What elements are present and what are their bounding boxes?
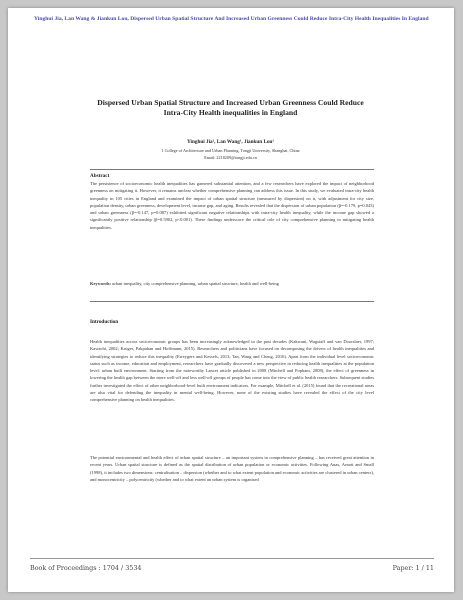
introduction-paragraph-1: Health inequalities across socioeconomic groups has been increasingly acknowledged in the past decades (Kakwani, Wagstaff and van Doorslaer, 1997; Kawachi, 2002; Krüger, Pakpahan and Hoffmann, 2015). Researchers and politicians have focused on decomposing the drivers of health inequalities and identifying strategies to reduce this inequality (Erreygers and Kessels, 2013; Tan, Wang and Cheng, 2016). Apart from the individual level socioeconomic status such as income, education and employment, researchers have gradually discovered a new perspective in reducing health inequalities at the population level: urban built environment. Starting from the noteworthy Lancet article published in 2008 (Mitchell and Popham, 2008), the effect of greenness in lowering the health gap between the more well-off and less well-off groups of people has come into the view of public health researchers. Subsequent studies further investigated the effect of other neighborhood-level built environment indicators. For example, Mitchell et al. (2015) found that the recreational areas are also vital for defending the inequality in mental well-being. However, none of the existing studies have revealed the effect of the city level comprehensive planning on health inequalities. (90, 339, 374, 403)
keywords (90, 280, 374, 287)
abstract-top-rule (90, 169, 374, 170)
introduction-paragraph-2: The potential environmental and health effect of urban spatial structure – an important system in comprehensive planning – has received great attention in recent years. Urban spatial structure is defined as the spatial distribution of urban population or economic activities. Following Anas, Arnott and Small (1998), it includes two dimensions: centralisation – dispersion (whether and to what extent population and economic activities are clustered in urban centers), and monocentricity – polycentricity (whether and to what extent an urban system is organised (90, 455, 374, 482)
abstract-heading: Abstract (90, 173, 110, 179)
paper-page (8, 8, 454, 592)
email: Email: 2218209@tongji.edu.cn (204, 155, 257, 160)
abstract-bottom-rule (90, 301, 374, 302)
authors: Yinghui Jia¹, Lan Wang¹, Jiankun Lou¹ (187, 139, 274, 145)
introduction-heading: Introduction (90, 319, 119, 325)
footer-left: Book of Proceedings : 1704 / 3534 (30, 564, 142, 572)
footer-rule (30, 558, 434, 559)
abstract-text: The persistence of socioeconomic health inequalities has garnered substantial attention, and a few researchers have explored the impact of neighborhood greenness on mitigating it. However, it remains unclear whether comprehensive planning can address this issue. In this study, we evaluated intra-city health inequality in 105 cities in England and examined the impact of urban spatial structure (measured by dispersion) on it, with adjustment for city size, population density, urban greenness, development level, income gap, and aging. Results revealed that the dispersion of urban population (β=-0.179, p=0.043) and urban greenness (β=-0.147, p=0.087) exhibited significant negative relationships with intra-city health inequality, while the income gap showed a significantly positive relationship (β=0.5902, p<0.001). These findings underscore the critical role of city comprehensive planning in mitigating health inequalities. (90, 181, 374, 230)
keywords-label: Keywords: (90, 281, 111, 286)
footer-right: Paper: 1 / 11 (392, 564, 434, 572)
paper-title: Dispersed Urban Spatial Structure and Increased Urban Greenness Could Reduce Intra-City Health inequalities in England (97, 98, 364, 117)
keywords-text: urban inequality, city comprehensive planning, urban spatial structure, health and well-being (112, 281, 279, 286)
running-header: Yinghui Jia, Lan Wang & Jiankun Lou, Dispersed Urban Spatial Structure And Increased Urban Greenness Could Reduce Intra-City Health Inequalities In England (34, 16, 429, 22)
affiliation: 1 College of Architecture and Urban Planning, Tongji University, Shanghai, China (161, 148, 300, 153)
